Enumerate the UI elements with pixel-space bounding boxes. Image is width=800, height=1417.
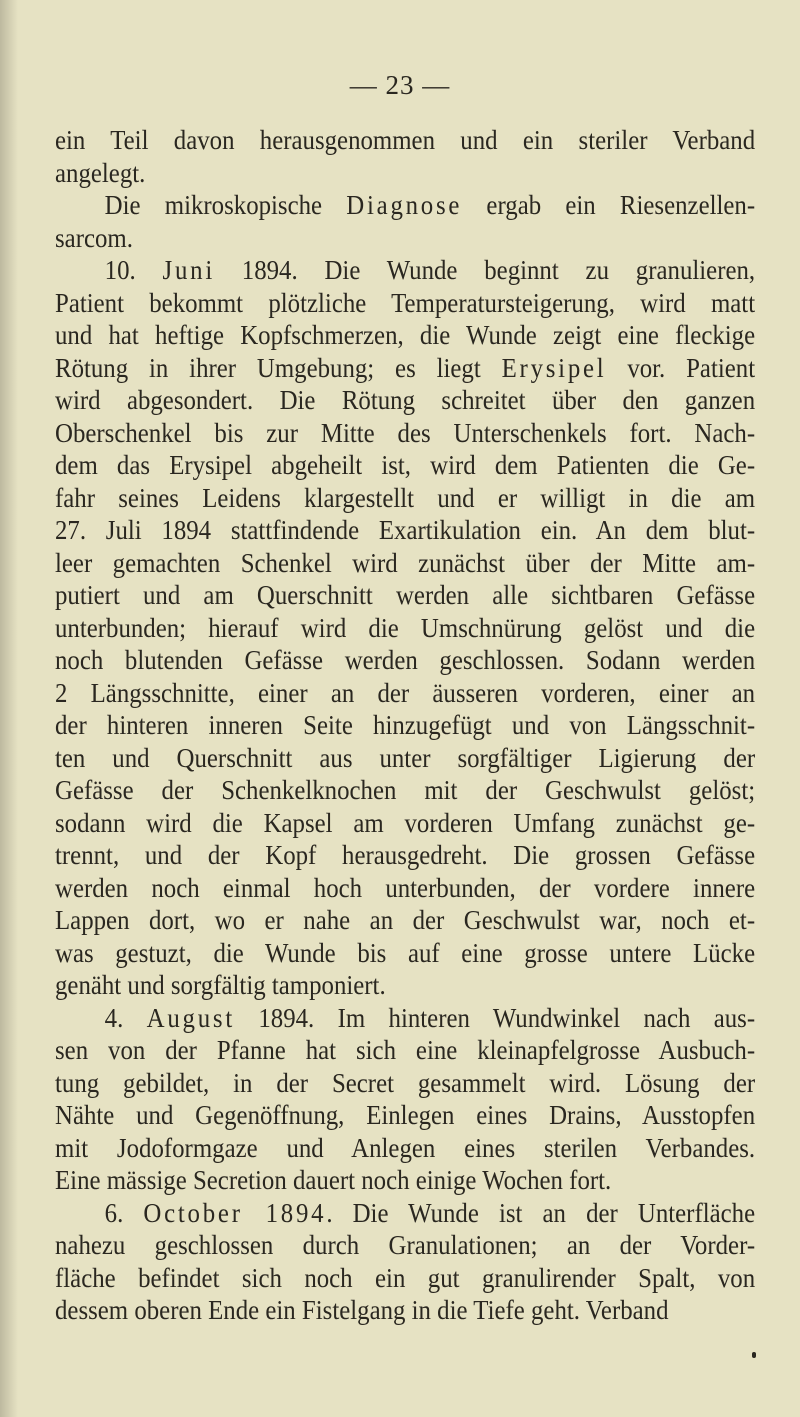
text-run: 4. xyxy=(104,1002,147,1033)
text-line xyxy=(55,189,755,222)
text-run: 1894. Im hinteren Wundwinkel nach aus- xyxy=(235,1002,756,1033)
text-line: der hinteren inneren Seite hinzugefügt und von Längsschnit- xyxy=(55,710,756,740)
text-line: werden noch einmal hoch unterbunden, der vordere innere xyxy=(55,872,756,903)
spaced-emphasis: October 1894 xyxy=(143,1197,327,1228)
spaced-emphasis: Erysipel xyxy=(501,352,607,383)
text-run: . Die Wunde ist an der Unterfläche xyxy=(326,1197,756,1228)
body-text xyxy=(55,124,755,1327)
text-line: angelegt. xyxy=(55,157,146,188)
text-run: vor. Patient xyxy=(606,352,756,383)
text-line: Lappen dort, wo er nahe an der Geschwulst war, noch et- xyxy=(55,905,756,935)
text-line: trennt, und der Kopf herausgedreht. Die grossen Gefässe xyxy=(55,840,756,870)
text-line: 27. Juli 1894 stattfindende Exartikulation ein. An dem blut- xyxy=(55,515,756,545)
text-line: noch blutenden Gefässe werden geschlossen. Sodann werden xyxy=(55,645,756,675)
text-run: 6. xyxy=(104,1197,144,1228)
text-line xyxy=(55,1197,755,1230)
text-line: 2 Längsschnitte, einer an der äusseren vorderen, einer an xyxy=(55,677,756,708)
text-line: Eine mässige Secretion dauert noch einige Wochen fort. xyxy=(55,1165,612,1195)
text-line: Patient bekommt plötzliche Temperatursteigerung, wird matt xyxy=(55,287,756,318)
text-line: Gefässe der Schenkelknochen mit der Geschwulst gelöst; xyxy=(55,775,756,805)
text-line: ten und Querschnitt aus unter sorgfältiger Ligierung der xyxy=(55,742,756,773)
text-run: ergab ein Riesenzellen- xyxy=(462,190,756,220)
text-line: leer gemachten Schenkel wird zunächst über der Mitte am- xyxy=(55,547,756,578)
text-line: nahezu geschlossen durch Granulationen; an der Vorder- xyxy=(55,1230,756,1260)
text-run: Die mikroskopische xyxy=(104,190,347,220)
text-run: 10. xyxy=(104,255,163,285)
text-line: wird abgesondert. Die Rötung schreitet über den ganzen xyxy=(55,385,756,415)
spaced-emphasis: Diagnose xyxy=(346,190,463,220)
text-line: sodann wird die Kapsel am vorderen Umfang zunächst ge- xyxy=(55,807,756,838)
text-line: Oberschenkel bis zur Mitte des Unterschenkels fort. Nach- xyxy=(55,417,756,448)
text-line: sarcom. xyxy=(55,222,133,253)
text-line: putiert und am Querschnitt werden alle sichtbaren Gefässe xyxy=(55,580,756,610)
text-line: ein Teil davon herausgenommen und ein steriler Verband xyxy=(55,125,756,155)
text-line: fläche befindet sich noch ein gut granulirender Spalt, von xyxy=(55,1262,756,1293)
text-line: was gestuzt, die Wunde bis auf eine grosse untere Lücke xyxy=(55,937,756,968)
spaced-emphasis: August xyxy=(146,1002,236,1033)
text-line: dem das Erysipel abgeheilt ist, wird dem Patienten die Ge- xyxy=(55,450,756,480)
ink-speck xyxy=(752,1352,756,1358)
text-run: Rötung in ihrer Umgebung; es liegt xyxy=(55,352,502,383)
page-edge-shadow xyxy=(0,0,18,1417)
text-line: dessem oberen Ende ein Fistelgang in die Tiefe geht. Verband xyxy=(55,1295,669,1325)
text-line: sen von der Pfanne hat sich eine kleinapfelgrosse Ausbuch- xyxy=(55,1035,756,1065)
text-line: und hat heftige Kopfschmerzen, die Wunde zeigt eine fleckige xyxy=(55,320,756,350)
text-line xyxy=(55,352,755,385)
text-line xyxy=(55,254,755,287)
text-line: mit Jodoformgaze und Anlegen eines sterilen Verbandes. xyxy=(55,1132,756,1163)
page-number: — 23 — xyxy=(349,70,451,100)
text-line: tung gebildet, in der Secret gesammelt wird. Lösung der xyxy=(55,1067,756,1098)
spaced-emphasis: Juni xyxy=(162,255,215,285)
text-line: fahr seines Leidens klargestellt und er willigt in die am xyxy=(55,482,756,513)
text-line: genäht und sorgfältig tamponiert. xyxy=(55,970,386,1000)
text-run: 1894. Die Wunde beginnt zu granulieren, xyxy=(214,255,756,285)
text-line: unterbunden; hierauf wird die Umschnürung gelöst und die xyxy=(55,612,756,643)
text-line xyxy=(55,1002,755,1035)
text-line: Nähte und Gegenöffnung, Einlegen eines Drains, Ausstopfen xyxy=(55,1100,756,1130)
